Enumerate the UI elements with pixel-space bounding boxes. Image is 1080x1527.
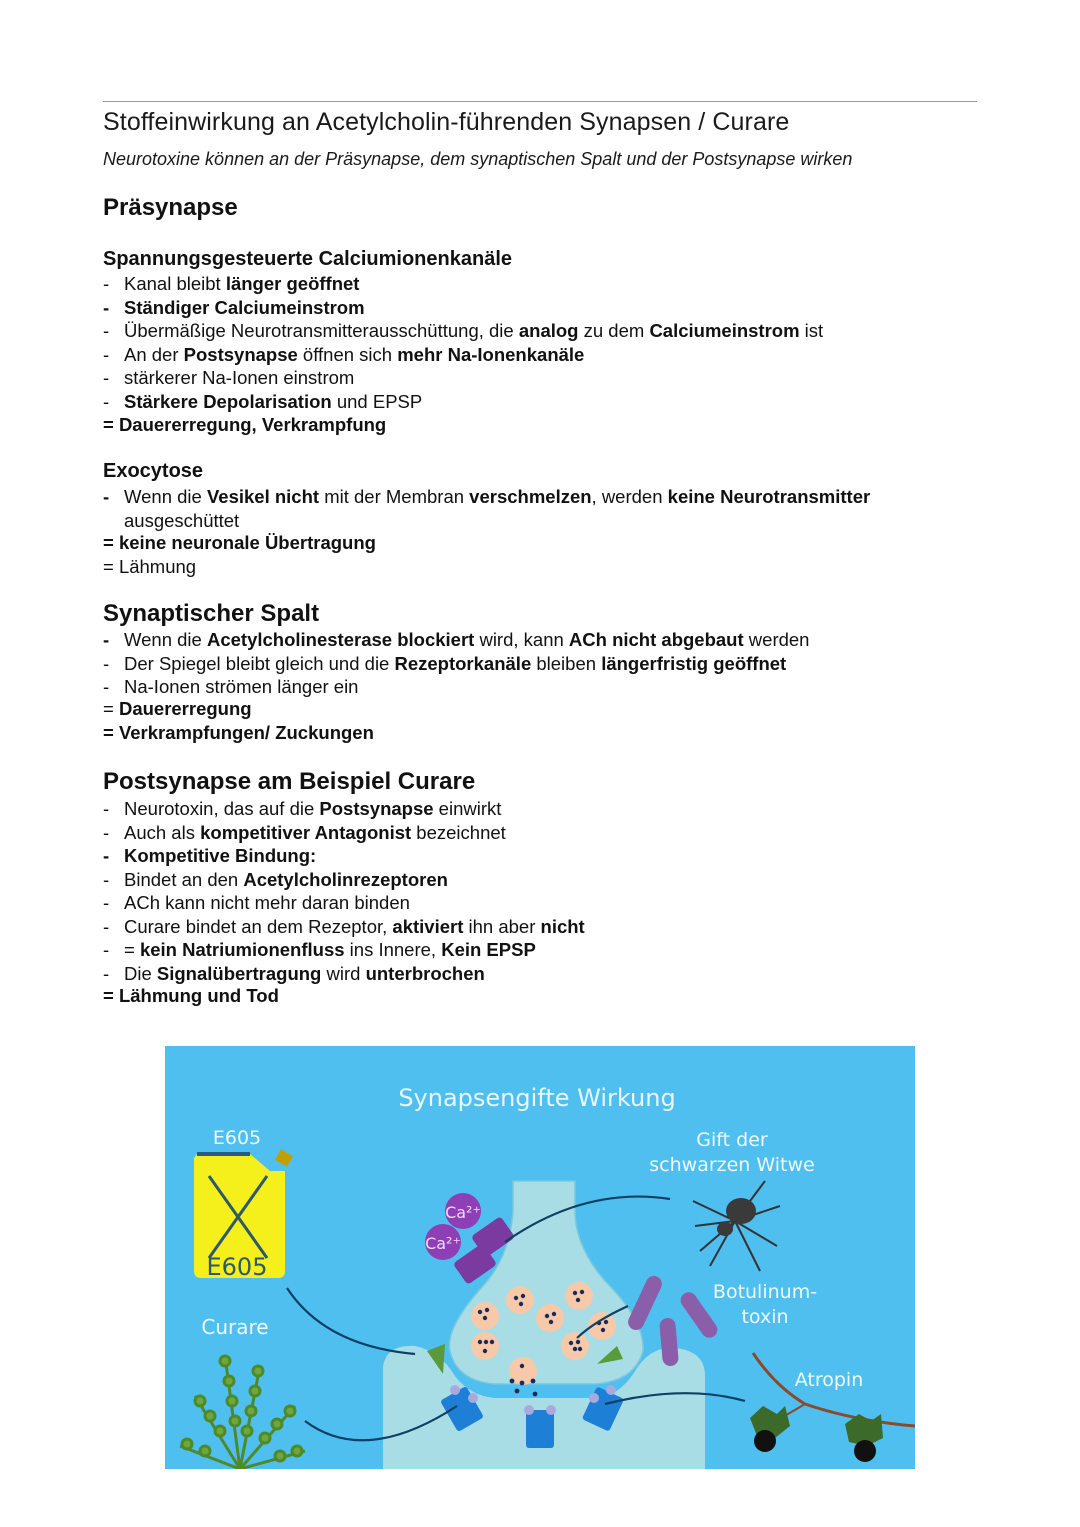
text-run: Wenn die [124, 629, 207, 650]
text-run: ins Innere, [344, 939, 442, 960]
calcium-list [103, 272, 977, 413]
text-run: Signalübertragung [156, 962, 322, 984]
list-item [103, 390, 977, 414]
result-line [103, 531, 977, 555]
text-run: kein Natriumionenfluss [139, 939, 345, 960]
text-run: , werden [591, 486, 668, 507]
bullet-dash: - [103, 915, 110, 937]
text-run: Wenn die [124, 486, 207, 507]
bullet-dash: - [103, 868, 110, 890]
text-run: längerfristig geöffnet [601, 652, 787, 674]
text-run: werden [743, 629, 810, 650]
list-item [103, 868, 977, 892]
text-run: bleiben [531, 652, 602, 674]
svg-text:E605: E605 [206, 1253, 268, 1281]
text-run: Acetylcholinrezeptoren [243, 868, 448, 890]
list-item [103, 319, 977, 343]
list-item [103, 891, 977, 915]
list-item [103, 675, 977, 699]
text-run: Die [124, 962, 157, 984]
text-run: Curare bindet an dem Rezeptor, [124, 915, 393, 937]
bullet-dash: - [103, 821, 110, 843]
text-run: Postsynapse [183, 343, 298, 365]
bullet-dash: - [103, 390, 110, 412]
spalt-results [103, 697, 977, 744]
exocytose-list [103, 485, 963, 532]
label-atropin: Atropin [794, 1369, 864, 1391]
text-run: mehr Na-Ionenkanäle [397, 343, 585, 365]
bullet-dash: - [103, 892, 110, 913]
list-item [103, 821, 977, 845]
text-run: = Dauererregung, Verkrampfung [103, 414, 387, 435]
result-line [103, 555, 977, 579]
label-spider-line1: Gift der [696, 1129, 768, 1151]
text-run: Ständiger Calciumeinstrom [124, 296, 365, 318]
text-run: Na-Ionen strömen länger ein [124, 676, 359, 697]
text-run: wird [321, 962, 366, 984]
list-item [103, 844, 977, 868]
calcium-result [103, 413, 977, 437]
text-run: Neurotoxin, das auf die [124, 798, 320, 819]
text-run: = Lähmung [103, 555, 197, 577]
bullet-dash: - [103, 962, 110, 984]
result-line [103, 721, 977, 745]
list-item [103, 485, 963, 532]
bullet-dash: - [103, 273, 110, 294]
text-run: = [124, 939, 140, 960]
text-run: Kanal bleibt [124, 273, 226, 294]
text-run: länger geöffnet [225, 273, 360, 294]
bullet-dash: - [103, 845, 110, 866]
text-run: keine Neurotransmitter [667, 486, 871, 507]
label-botulinum-line2: toxin [741, 1306, 789, 1328]
svg-text:Ca²⁺: Ca²⁺ [425, 1234, 461, 1253]
text-run: kompetitiver Antagonist [200, 821, 412, 843]
list-item [103, 938, 977, 962]
heading-praesynapse: Präsynapse [103, 194, 238, 221]
text-run: öffnen sich [297, 343, 398, 365]
bullet-dash: - [103, 320, 110, 341]
list-item [103, 915, 977, 939]
text-run: ihn aber [463, 915, 541, 937]
text-run: nicht [540, 915, 585, 937]
text-run: unterbrochen [365, 962, 485, 984]
bullet-dash: - [103, 798, 110, 819]
text-run: Vesikel nicht [206, 486, 320, 507]
text-run: Der Spiegel bleibt gleich und die [124, 652, 395, 674]
heading-synaptischer-spalt: Synaptischer Spalt [103, 600, 320, 627]
bullet-dash: - [103, 486, 110, 507]
label-spider-line2: schwarzen Witwe [649, 1154, 815, 1176]
list-item [103, 343, 977, 367]
heading-calcium-channels: Spannungsgesteuerte Calciumionenkanäle [103, 248, 512, 270]
text-run: Übermäßige Neurotransmitterausschüttung, die [124, 320, 519, 341]
heading-exocytose: Exocytose [103, 460, 204, 482]
text-run: wird, kann [474, 629, 569, 650]
list-item [103, 797, 977, 821]
text-run: Rezeptorkanäle [394, 652, 532, 674]
text-run: mit der Membran [319, 486, 470, 507]
label-botulinum-line1: Botulinum- [712, 1281, 818, 1303]
list-item [103, 272, 977, 296]
page-title: Stoffeinwirkung an Acetylcholin-führenden Synapsen / Curare [103, 108, 790, 136]
text-run: bezeichnet [411, 821, 506, 843]
text-run: Acetylcholinesterase blockiert [206, 629, 475, 650]
svg-text:Ca²⁺: Ca²⁺ [445, 1203, 481, 1222]
bullet-dash: - [103, 296, 110, 318]
text-run: Stärkere Depolarisation [124, 390, 332, 412]
text-run: ausgeschüttet [124, 509, 240, 531]
text-run: zu dem [578, 320, 650, 341]
figure-title: Synapsengifte Wirkung [398, 1084, 676, 1112]
text-run: Auch als [124, 821, 201, 843]
text-run: = Verkrampfungen/ Zuckungen [103, 721, 374, 743]
text-run: ACh nicht abgebaut [568, 629, 744, 650]
text-run: stärkerer Na-Ionen einstrom [124, 367, 355, 388]
text-run: Dauererregung [118, 698, 252, 719]
text-run: = Lähmung und Tod [103, 985, 279, 1006]
text-run: = keine neuronale Übertragung [103, 532, 376, 553]
list-item [103, 366, 977, 390]
bullet-dash: - [103, 939, 110, 960]
list-item [103, 962, 977, 986]
text-run: Kompetitive Bindung: [124, 845, 317, 866]
text-run: ACh kann nicht mehr daran binden [124, 892, 410, 913]
bullet-dash: - [103, 652, 110, 674]
bullet-dash: - [103, 343, 110, 365]
text-run: Calciumeinstrom [649, 320, 800, 341]
postsynapse-list [103, 797, 977, 985]
text-run: und EPSP [331, 390, 423, 412]
text-run: verschmelzen [469, 486, 592, 507]
list-item [103, 628, 977, 652]
synapse-toxins-figure [165, 1046, 915, 1469]
text-run: Postsynapse [319, 798, 434, 819]
spalt-list [103, 628, 977, 699]
svg-text:E605: E605 [212, 1127, 262, 1149]
bullet-dash: - [103, 676, 110, 697]
text-run: = [103, 698, 119, 719]
exocytose-results [103, 531, 977, 578]
text-run: aktiviert [392, 915, 464, 937]
postsynapse-result [103, 984, 977, 1008]
list-item [103, 296, 977, 320]
list-item [103, 652, 977, 676]
bullet-dash: - [103, 629, 110, 650]
text-run: ist [799, 320, 824, 341]
result-line [103, 697, 977, 721]
header-rule [103, 101, 977, 102]
text-run: Kein EPSP [441, 939, 536, 960]
heading-postsynapse: Postsynapse am Beispiel Curare [103, 768, 476, 795]
text-run: Bindet an den [124, 868, 244, 890]
page-subtitle: Neurotoxine können an der Präsynapse, dem synaptischen Spalt und der Postsynapse wirken [103, 149, 853, 169]
text-run: einwirkt [433, 798, 502, 819]
bullet-dash: - [103, 367, 110, 388]
text-run: An der [124, 343, 184, 365]
label-curare: Curare [201, 1315, 269, 1339]
text-run: analog [518, 320, 579, 341]
